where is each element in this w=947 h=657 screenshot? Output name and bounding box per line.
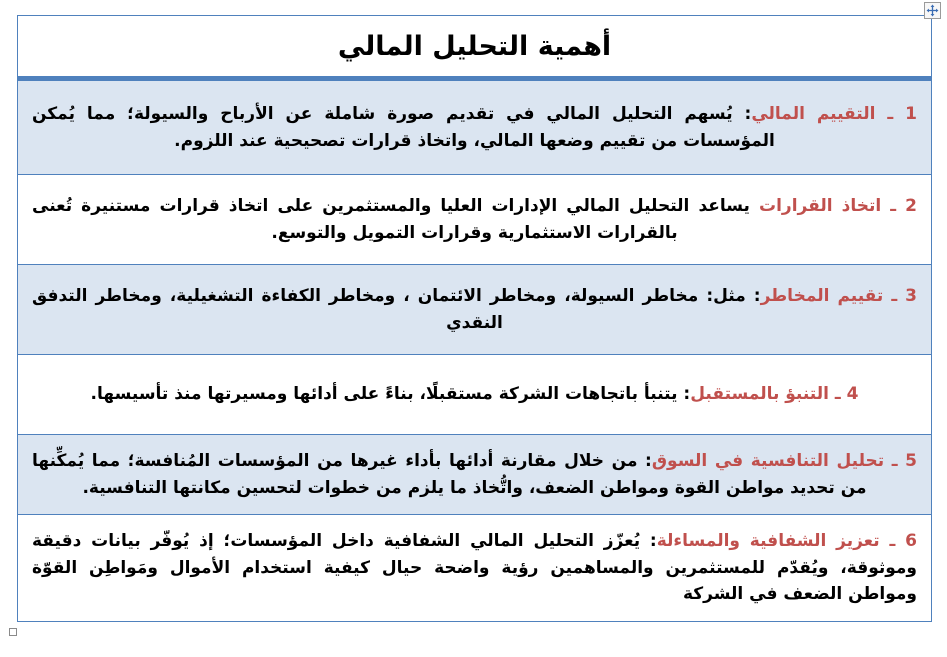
row-5-heading: 5 ـ تحليل التنافسية في السوق bbox=[651, 451, 917, 472]
table-title-row bbox=[18, 16, 931, 80]
table-row-5 bbox=[18, 434, 931, 514]
row-6-body: : يُعزّز التحليل المالي الشفافية داخل المؤسسات؛ إذ يُوفّر بيانات دقيقة وموثوقة، ويُقدّم للمستثمرين والمساهمين رؤية واضحة حيال كيفية استخدام الأموال ومَواطِن القوّة ومواطن الضعف في الشركة bbox=[32, 531, 917, 605]
row-6-text bbox=[32, 528, 917, 607]
row-3-heading: 3 ـ تقييم المخاطر bbox=[760, 286, 918, 307]
table-row-3 bbox=[18, 264, 931, 354]
row-1-text bbox=[32, 101, 917, 154]
row-1-body: : يُسهم التحليل المالي في تقديم صورة شاملة عن الأرباح والسيولة؛ مما يُمكن المؤسسات من تقييم وضعها المالي، واتخاذ قرارات تصحيحية عند اللزوم. bbox=[32, 104, 775, 151]
row-4-heading: 4 ـ التنبؤ بالمستقبل bbox=[690, 384, 859, 405]
move-arrows-icon bbox=[926, 4, 939, 17]
row-2-heading: 2 ـ اتخاذ القرارات bbox=[759, 196, 917, 217]
row-6-heading: 6 ـ تعزيز الشفافية والمساءلة bbox=[656, 531, 917, 552]
row-5-text bbox=[32, 448, 917, 501]
row-2-body: يساعد التحليل المالي الإدارات العليا والمستثمرين على اتخاذ قرارات مستنيرة تُعنى بالقرارات الاستثمارية وقرارات التمويل والتوسع. bbox=[32, 196, 760, 243]
table-row-2 bbox=[18, 174, 931, 264]
row-4-body: : يتنبأ باتجاهات الشركة مستقبلًا، بناءً على أدائها ومسيرتها منذ تأسيسها. bbox=[90, 384, 691, 405]
row-2-text bbox=[32, 193, 917, 246]
row-5-body: : من خلال مقارنة أدائها بأداء غيرها من المؤسسات المُنافسة؛ مما يُمكِّنها من تحديد مواطن القوة ومواطن الضعف، واتُّخاذ ما يلزم من خطوات لتحسين مكانتها التنافسية. bbox=[32, 451, 867, 498]
row-3-text bbox=[32, 283, 917, 336]
importance-table bbox=[17, 15, 932, 622]
row-4-text bbox=[32, 381, 917, 407]
table-move-handle[interactable] bbox=[924, 2, 941, 19]
row-1-heading: 1 ـ التقييم المالي bbox=[751, 104, 917, 125]
table-row-4 bbox=[18, 354, 931, 434]
table-row-1 bbox=[18, 80, 931, 174]
row-3-body: : مثل: مخاطر السيولة، ومخاطر الائتمان ، ومخاطر الكفاءة التشغيلية، ومخاطر التدفق النقدي bbox=[32, 286, 761, 333]
table-row-6 bbox=[18, 514, 931, 621]
table-resize-handle[interactable] bbox=[9, 628, 17, 636]
page-title: أهمية التحليل المالي bbox=[337, 30, 612, 62]
